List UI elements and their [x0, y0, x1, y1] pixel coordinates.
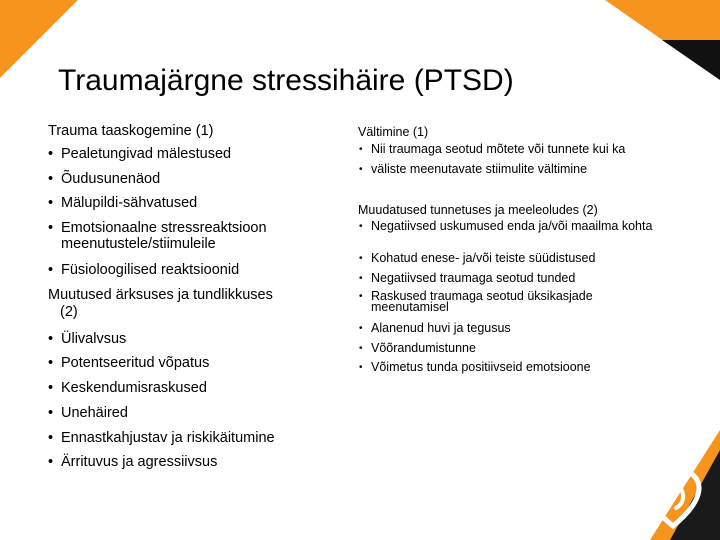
- list-item: • Ärrituvus ja agressiivsus: [48, 454, 338, 479]
- list-item: • Nii traumaga seotud mõtete või tunnete kui ka: [358, 143, 658, 163]
- right-column: [358, 124, 658, 381]
- slide-title: Traumajärgne stressihäire (PTSD): [58, 64, 514, 97]
- heart-figures-logo-icon: [638, 450, 708, 532]
- list-item: • Alanenud huvi ja tegusus: [358, 322, 658, 342]
- list-item: • Raskused traumaga seotud üksikasjade meenutamisel: [358, 291, 658, 322]
- list-item: • Ennastkahjustav ja riskikäitumine: [48, 430, 338, 455]
- list-item: • Negatiivsed traumaga seotud tunded: [358, 272, 658, 292]
- section-heading-reexperiencing: Trauma taaskogemine (1): [48, 123, 214, 139]
- left-column: [48, 122, 338, 479]
- list-item: • Keskendumisraskused: [48, 380, 338, 405]
- section-spacer: [358, 182, 658, 202]
- section-heading-cognition-mood: Muudatused tunnetuses ja meeleoludes (2): [358, 203, 598, 217]
- list-item: • Võimetus tunda positiivseid emotsioone: [358, 361, 658, 381]
- section-heading-arousal-line2: (2): [60, 303, 78, 320]
- reexperiencing-list: [48, 146, 338, 287]
- list-item: • Pealetungivad mälestused: [48, 146, 338, 171]
- list-item: • Potentseeritud võpatus: [48, 355, 338, 380]
- list-item: • Emotsionaalne stressreaktsioon meenutustele/stiimuleile: [48, 220, 338, 262]
- list-item: • Füsioloogilised reaktsioonid: [48, 262, 338, 287]
- list-item: • Õudusunenäod: [48, 171, 338, 196]
- list-item: • Unehäired: [48, 405, 338, 430]
- section-heading-avoidance: Vältimine (1): [358, 125, 429, 139]
- list-item: • Ülivalvsus: [48, 331, 338, 356]
- cognition-mood-list: [358, 221, 658, 381]
- list-item: • Mälupildi-sähvatused: [48, 195, 338, 220]
- arousal-list: [48, 331, 338, 479]
- list-item: • Võõrandumistunne: [358, 342, 658, 362]
- section-heading-arousal: [48, 287, 338, 331]
- corner-decoration-top-right-dark: [662, 40, 720, 80]
- section-heading-arousal-line1: Muutused ärksuses ja tundlikkuses: [48, 286, 273, 303]
- list-item: • Negatiivsed uskumused enda ja/või maailma kohta: [358, 221, 658, 252]
- list-item: • Kohatud enese- ja/või teiste süüdistused: [358, 252, 658, 272]
- list-item: • väliste meenutavate stiimulite vältimine: [358, 163, 658, 183]
- avoidance-list: [358, 143, 658, 182]
